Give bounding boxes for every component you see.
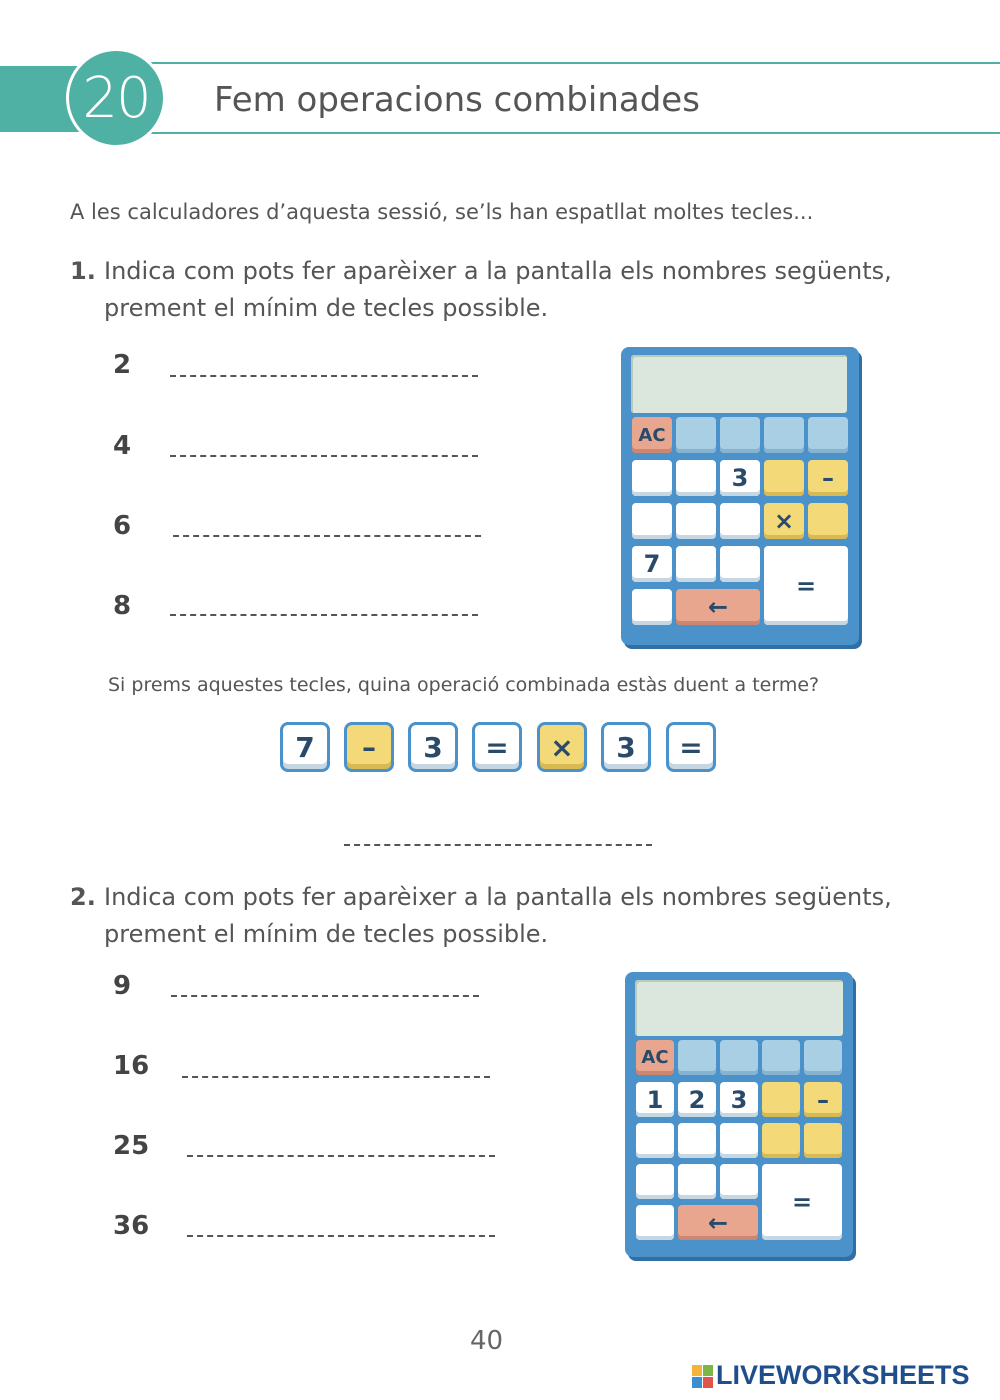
session-number: 20 (82, 65, 150, 131)
question-1-text-line2: prement el mínim de tecles possible. (104, 294, 549, 322)
seven-key: 7 (632, 546, 672, 582)
subquestion-text: Si prems aquestes tecles, quina operació combinada estàs duent a terme? (108, 674, 820, 696)
blank-key (804, 1040, 842, 1075)
q1-answer-line[interactable] (170, 455, 478, 457)
logo-text: LIVEWORKSHEETS (716, 1360, 970, 1390)
q1-target-label: 2 (113, 350, 132, 380)
blank-key (764, 460, 804, 496)
subquestion-answer-line[interactable] (344, 844, 652, 846)
question-1-number: 1. (70, 257, 96, 285)
q2-answer-line[interactable] (171, 995, 479, 997)
logo-grid-icon (692, 1365, 712, 1387)
two-key: 2 (678, 1082, 716, 1117)
blank-key (762, 1082, 800, 1117)
blank-key (676, 503, 716, 539)
calculator-1 (621, 347, 859, 645)
one-key: 1 (636, 1082, 674, 1117)
blank-key (720, 503, 760, 539)
sequence-key: – (344, 722, 394, 772)
sequence-key: 3 (601, 722, 651, 772)
blank-key (678, 1164, 716, 1199)
blank-key (808, 417, 848, 453)
q2-answer-line[interactable] (187, 1155, 495, 1157)
blank-key (676, 460, 716, 496)
sequence-key: 7 (280, 722, 330, 772)
equals-key: = (764, 546, 848, 625)
q2-answer-line[interactable] (187, 1235, 495, 1237)
blank-key (676, 546, 716, 582)
q2-target-label: 9 (113, 971, 132, 1001)
blank-key (636, 1123, 674, 1158)
question-2-number: 2. (70, 883, 96, 911)
q1-answer-line[interactable] (173, 535, 481, 537)
equals-key: = (762, 1164, 842, 1240)
sequence-key: 3 (408, 722, 458, 772)
question-2-text-line1: Indica com pots fer aparèixer a la pantalla els nombres següents, (104, 883, 892, 911)
header-bottom-line (150, 132, 1000, 134)
blank-key (764, 417, 804, 453)
sequence-key: = (472, 722, 522, 772)
sequence-key: = (666, 722, 716, 772)
blank-key (678, 1123, 716, 1158)
page-number: 40 (470, 1326, 504, 1356)
calculator-2 (625, 972, 853, 1257)
question-1-text-line1: Indica com pots fer aparèixer a la pantalla els nombres següents, (104, 257, 892, 285)
calculator-screen (635, 980, 843, 1036)
blank-key (720, 1040, 758, 1075)
blank-key (808, 503, 848, 539)
blank-key (762, 1040, 800, 1075)
three-key: 3 (720, 1082, 758, 1117)
sequence-key: × (537, 722, 587, 772)
blank-key (636, 1164, 674, 1199)
question-2-text-line2: prement el mínim de tecles possible. (104, 920, 549, 948)
page-title: Fem operacions combinades (214, 80, 700, 120)
blank-key (720, 417, 760, 453)
question-1 (70, 253, 950, 327)
blank-key (632, 503, 672, 539)
blank-key (762, 1123, 800, 1158)
blank-key (632, 589, 672, 625)
q2-target-label: 16 (113, 1051, 150, 1081)
header-top-line (150, 62, 1000, 64)
session-number-badge (66, 48, 166, 148)
blank-key (632, 460, 672, 496)
blank-key (720, 546, 760, 582)
ac-key: AC (632, 417, 672, 453)
minus-key: – (804, 1082, 842, 1117)
q2-answer-line[interactable] (182, 1076, 490, 1078)
q1-answer-line[interactable] (170, 375, 478, 377)
blank-key (720, 1123, 758, 1158)
liveworksheets-logo[interactable] (692, 1360, 970, 1391)
q1-answer-line[interactable] (170, 614, 478, 616)
blank-key (676, 417, 716, 453)
q1-target-label: 4 (113, 431, 132, 461)
intro-text: A les calculadores d’aquesta sessió, se’ls han espatllat moltes tecles... (70, 200, 814, 224)
q2-target-label: 36 (113, 1211, 150, 1241)
blank-key (636, 1205, 674, 1240)
blank-key (720, 1164, 758, 1199)
q2-target-label: 25 (113, 1131, 150, 1161)
blank-key (804, 1123, 842, 1158)
minus-key: – (808, 460, 848, 496)
ac-key: AC (636, 1040, 674, 1075)
backspace-key: ← (678, 1205, 758, 1240)
backspace-key: ← (676, 589, 760, 625)
q1-target-label: 8 (113, 591, 132, 621)
q1-target-label: 6 (113, 511, 132, 541)
times-key: × (764, 503, 804, 539)
three-key: 3 (720, 460, 760, 496)
calculator-screen (631, 355, 847, 413)
blank-key (678, 1040, 716, 1075)
question-2 (70, 879, 950, 953)
